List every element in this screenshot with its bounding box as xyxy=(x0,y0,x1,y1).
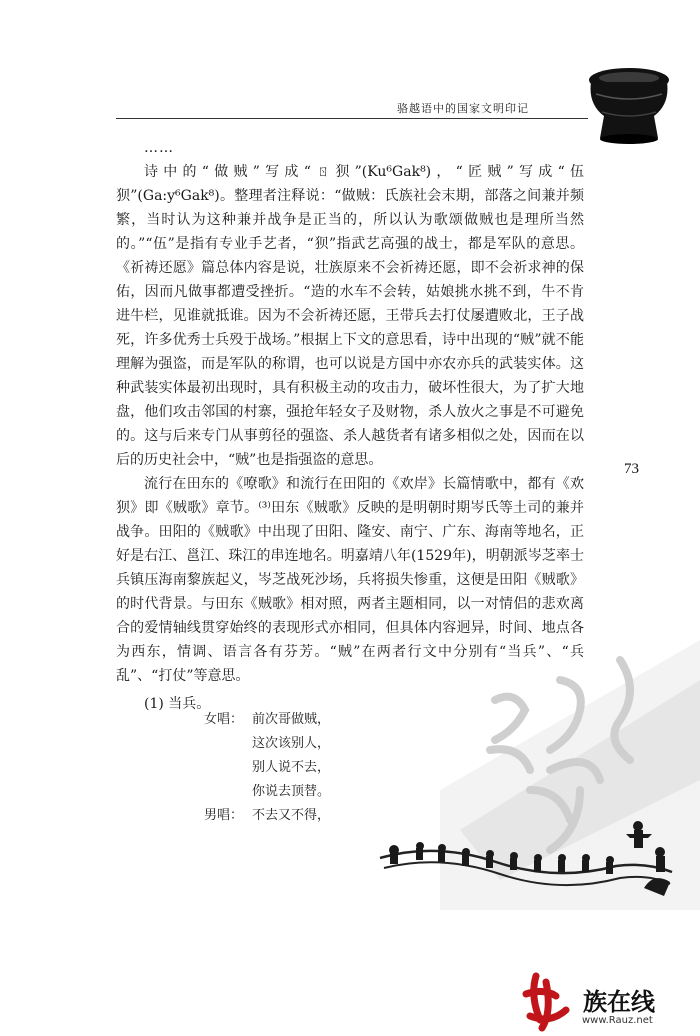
lyric-line: 你说去顶替。 xyxy=(252,784,331,799)
song-lyrics xyxy=(204,708,330,828)
lyric-line: 不去又不得， xyxy=(252,808,331,823)
male-singer-label: 男唱： xyxy=(204,808,244,823)
site-logo-text: 族在线 xyxy=(583,988,655,1016)
lyric-line: 前次哥做贼， xyxy=(252,712,331,727)
numbered-item-1: (1) 当兵。 xyxy=(144,696,211,712)
lyric-row xyxy=(204,708,330,732)
header-rule xyxy=(116,118,588,119)
lyric-row xyxy=(204,756,330,780)
rock-painting-frieze-icon xyxy=(376,812,676,902)
lyric-line: 别人说不去， xyxy=(252,760,331,775)
lyric-line: 这次该别人， xyxy=(252,736,331,751)
body-text xyxy=(116,136,584,716)
lyric-row xyxy=(204,732,330,756)
site-url: www.Rauz.net xyxy=(582,1015,653,1026)
lyric-row xyxy=(204,780,330,804)
running-header-title: 骆越语中的国家文明印记 xyxy=(397,102,529,115)
paragraph-2: 流行在田东的《嘹歌》和流行在田阳的《欢岸》长篇情歌中，都有《欢狈》即《贼歌》章节。⁽³⁾田东《贼歌》反映的是明朝时期岑氏等土司的兼并战争。田阳的《贼歌》中出现了田阳、隆安、南宁、广东、海南等地名，正好是右江、邕江、珠江的串连地名。明嘉靖八年(1529年)，明朝派岑芝率士兵镇压海南黎族起义，岑芝战死沙场，兵将损失惨重，这便是田阳《贼歌》的时代背景。与田东《贼歌》相对照，两者主题相同，以一对情侣的悲欢离合的爱情轴线贯穿始终的表现形式亦相同，但具体内容迥异，时间、地点各为西东，情调、语言各有芬芳。“贼”在两者行文中分别有“当兵”、“兵乱”、“打仗”等意思。 xyxy=(116,476,584,684)
female-singer-label: 女唱： xyxy=(204,712,244,727)
lyric-row xyxy=(204,804,330,828)
page-number: 73 xyxy=(624,461,639,477)
bronze-drum-icon xyxy=(586,64,672,144)
paragraph-1: 诗中的“做贼”写成“ㄖ狈”(Ku⁶Gak⁸)，“匠贼”写成“伍狈”(Ga:y⁶Gak⁸)。整理者注释说：“做贼：氏族社会末期，部落之间兼并频繁，当时认为这种兼并战争是正当的，所以认为歌颂做贼也是理所当然的。”“伍”是指有专业手艺者，“狈”指武艺高强的战士，都是军队的意思。《祈祷还愿》篇总体内容是说，壮族原来不会祈祷还愿，即不会祈求神的保佑，因而凡做事都遭受挫折。“造的水车不会转，姑娘挑水挑不到，牛不肯进牛栏，见谁就抵谁。因为不会祈祷还愿，王带兵去打仗屡遭败北，王子战死，许多优秀士兵殁于战场。”根据上下文的意思看，诗中出现的“贼”就不能理解为强盗，而是军队的称谓，也可以说是方国中亦农亦兵的武装实体。这种武装实体最初出现时，具有积极主动的攻击力，破坏性很大，为了扩大地盘，他们攻击邻国的村寨，强抢年轻女子及财物，杀人放火之事是不可避免的。这与后来专门从事剪径的强盗、杀人越货者有诸多相似之处，因而在以后的历史社会中，“贼”也是指强盗的意思。 xyxy=(116,164,584,468)
ellipsis: …… xyxy=(144,140,174,156)
